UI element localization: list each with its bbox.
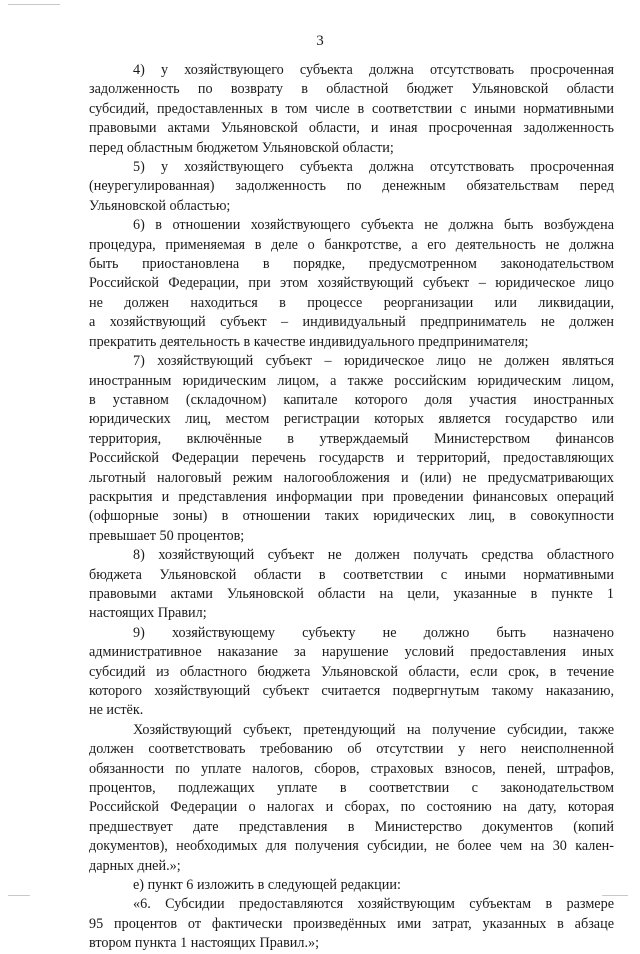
text-line: субсидий из областного бюджета Ульяновской области, если срок, в течение [89,663,614,680]
scan-edge-mark-top [8,4,60,5]
text-line: 6) в отношении хозяйствующего субъекта не должна быть возбуждена [133,217,614,234]
text-line: льготный налоговый режим налогообложения и (или) не предусматривающих [89,469,614,486]
scan-edge-mark-bottom-left [8,895,30,896]
text-line: (офшорные зоны) в отношении таких юридических лиц, в совокупности [89,508,614,525]
text-line: превышает 50 процентов; [89,527,245,544]
text-line: не истёк. [89,702,144,719]
text-line: должен соответствовать требованию об отсутствии у него неисполненной [89,741,614,758]
text-line: документов), необходимых для получения субсидии, не более чем на 30 кален- [89,838,614,855]
text-line: предшествует дате представления в Министерство документов (копий [89,818,614,835]
text-line: (неурегулированная) задолженность по денежным обязательствам перед [89,178,614,195]
text-line: бюджета Ульяновской области в соответствии с иными нормативными [89,566,614,583]
text-line: иностранным юридическим лицом, а также российским юридическим лицом, [89,372,614,389]
document-body [89,61,614,954]
text-line: 9) хозяйствующему субъекту не должно быть назначено [133,624,614,641]
text-line: административное наказание за нарушение условий предоставления иных [89,644,614,661]
text-line: в уставном (складочном) капитале которого доля участия иностранных [89,391,614,408]
text-line: «6. Субсидии предоставляются хозяйствующим субъектам в размере [133,896,614,913]
text-line: а хозяйствующий субъект – индивидуальный предприниматель не должен [89,314,614,331]
text-line: субсидий, предоставленных в том числе в соответствии с иными нормативными [89,100,614,117]
text-line: Хозяйствующий субъект, претендующий на получение субсидии, также [133,721,614,738]
text-line: обязанности по уплате налогов, сборов, страховых взносов, пеней, штрафов, [89,760,614,777]
text-line: Ульяновской областью; [89,197,231,214]
text-line: процедура, применяемая в деле о банкротстве, а его деятельность не должна [89,236,614,253]
page-number: 3 [316,33,324,49]
text-line: задолженность по возврату в областной бюджет Ульяновской области [89,81,614,98]
text-line: раскрытия и представления информации при проведении финансовых операций [89,488,614,505]
text-line: перед областным бюджетом Ульяновской области; [89,139,394,156]
text-line: 8) хозяйствующий субъект не должен получать средства областного [133,547,614,564]
text-line: Российской Федерации, при этом хозяйствующий субъект – юридическое лицо [89,275,614,292]
text-line: юридических лиц, местом регистрации которых является государство или [89,411,614,428]
text-line: которого хозяйствующий субъект считается подвергнутым такому наказанию, [89,683,614,699]
text-line: втором пункта 1 настоящих Правил.»; [89,935,320,952]
text-line: дарных дней.»; [89,857,181,874]
text-line: процентов, подлежащих уплате в соответствии с законодательством [89,780,614,797]
text-line: 95 процентов от фактически произведённых ими затрат, указанных в абзаце [89,915,614,932]
text-line: правовыми актами Ульяновской области на цели, указанные в пункте 1 [89,585,614,602]
text-line: территория, включённые в утверждаемый Министерством финансов [89,430,614,447]
text-line: 7) хозяйствующий субъект – юридическое лицо не должен являться [133,353,614,370]
text-line: е) пункт 6 изложить в следующей редакции: [133,877,401,894]
text-line: 5) у хозяйствующего субъекта должна отсутствовать просроченная [133,159,614,176]
text-line: настоящих Правил; [89,605,207,622]
text-line: прекратить деятельность в качестве индивидуального предпринимателя; [89,333,529,350]
text-line: Российской Федерации о налогах и сборах, по состоянию на дату, которая [89,799,614,816]
text-line: Российской Федерации перечень государств и территорий, предоставляющих [89,450,614,467]
text-line: быть приостановлена в порядке, предусмотренном законодательством [89,256,614,273]
text-line: 4) у хозяйствующего субъекта должна отсутствовать просроченная [133,62,614,78]
text-line: не должен находиться в процессе реорганизации или ликвидации, [89,294,614,311]
text-line: правовыми актами Ульяновской области, и иная просроченная задолженность [89,120,614,137]
